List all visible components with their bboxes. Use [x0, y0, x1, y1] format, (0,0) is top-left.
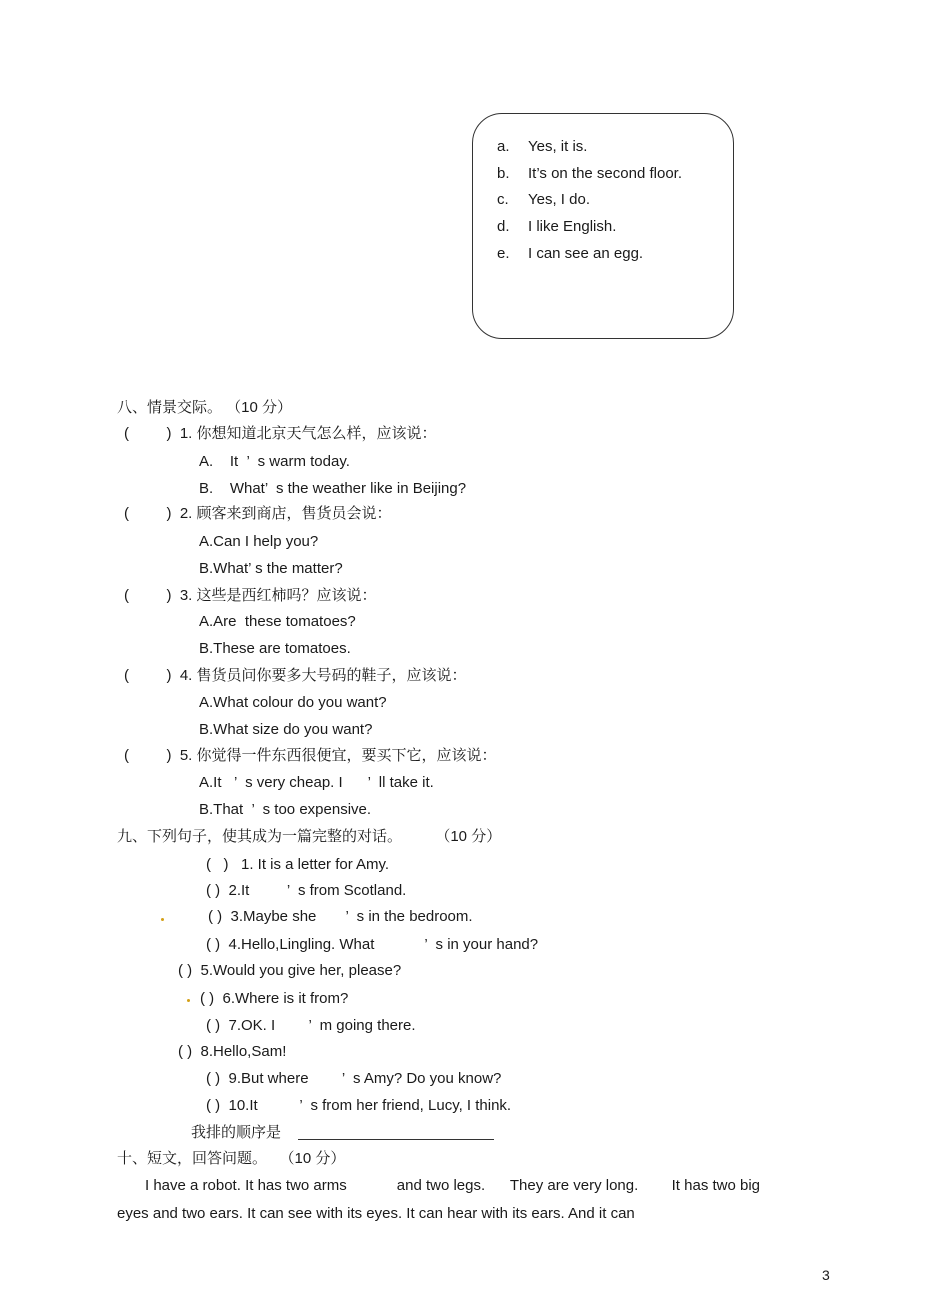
- option-letter: e.: [497, 245, 510, 262]
- page-number: 3: [822, 1267, 830, 1283]
- option-letter: c.: [497, 191, 509, 208]
- order-label: 我排的顺序是: [191, 1124, 282, 1141]
- dialogue-line: ( ) 6.Where is it from?: [200, 990, 349, 1007]
- section-10-title: 十、短文，回答问题。 （10 分）: [117, 1150, 346, 1167]
- dialogue-line: ( ) 3.Maybe she ’ s in the bedroom.: [208, 908, 473, 925]
- choice-a: A.It ’ s very cheap. I ’ ll take it.: [199, 774, 434, 791]
- option-letter: b.: [497, 165, 510, 182]
- question-prompt: ( ) 4. 售货员问你要多大号码的鞋子，应该说：: [124, 667, 467, 684]
- choice-b: B. What’ s the weather like in Beijing?: [199, 480, 467, 497]
- dialogue-line: ( ) 5.Would you give her, please?: [178, 962, 402, 979]
- dialogue-line: ( ) 1. It is a letter for Amy.: [206, 856, 390, 873]
- stray-dot-mark: [187, 999, 190, 1002]
- option-text: It’s on the second floor.: [528, 165, 682, 182]
- question-prompt: ( ) 3. 这些是西红柿吗？应该说：: [124, 587, 377, 604]
- dialogue-line: ( ) 2.It ’ s from Scotland.: [206, 882, 407, 899]
- passage-line: I have a robot. It has two arms and two legs. They are very long. It has two big: [145, 1177, 761, 1194]
- option-letter: d.: [497, 218, 510, 235]
- question-prompt: ( ) 5. 你觉得一件东西很便宜，要买下它，应该说：: [124, 747, 497, 764]
- section-9-title: 九、下列句子，使其成为一篇完整的对话。 （10 分）: [117, 828, 502, 845]
- choice-a: A.Are these tomatoes?: [199, 613, 356, 630]
- choice-a: A.What colour do you want?: [199, 694, 387, 711]
- choice-a: A. It ’ s warm today.: [199, 453, 350, 470]
- dialogue-line: ( ) 10.It ’ s from her friend, Lucy, I think.: [206, 1097, 512, 1114]
- dialogue-line: ( ) 8.Hello,Sam!: [178, 1043, 287, 1060]
- dialogue-line: ( ) 7.OK. I ’ m going there.: [206, 1017, 416, 1034]
- option-text: Yes, I do.: [528, 191, 590, 208]
- stray-dot-mark: [161, 918, 164, 921]
- choice-b: B.What size do you want?: [199, 721, 373, 738]
- option-text: I like English.: [528, 218, 617, 235]
- option-text: I can see an egg.: [528, 245, 644, 262]
- choice-b: B.That ’ s too expensive.: [199, 801, 372, 818]
- option-text: Yes, it is.: [528, 138, 588, 155]
- dialogue-line: ( ) 4.Hello,Lingling. What ’ s in your hand?: [206, 936, 539, 953]
- answer-options-box: [472, 113, 734, 339]
- choice-b: B.What’ s the matter?: [199, 560, 343, 577]
- section-8-title: 八、情景交际。 （10 分）: [117, 399, 293, 416]
- passage-line: eyes and two ears. It can see with its eyes. It can hear with its ears. And it can: [117, 1205, 635, 1222]
- question-prompt: ( ) 2. 顾客来到商店，售货员会说：: [124, 505, 392, 522]
- question-prompt: ( ) 1. 你想知道北京天气怎么样，应该说：: [124, 425, 437, 442]
- option-letter: a.: [497, 138, 510, 155]
- choice-b: B.These are tomatoes.: [199, 640, 351, 657]
- dialogue-line: ( ) 9.But where ’ s Amy? Do you know?: [206, 1070, 502, 1087]
- answer-blank-line[interactable]: [298, 1139, 494, 1140]
- choice-a: A.Can I help you?: [199, 533, 319, 550]
